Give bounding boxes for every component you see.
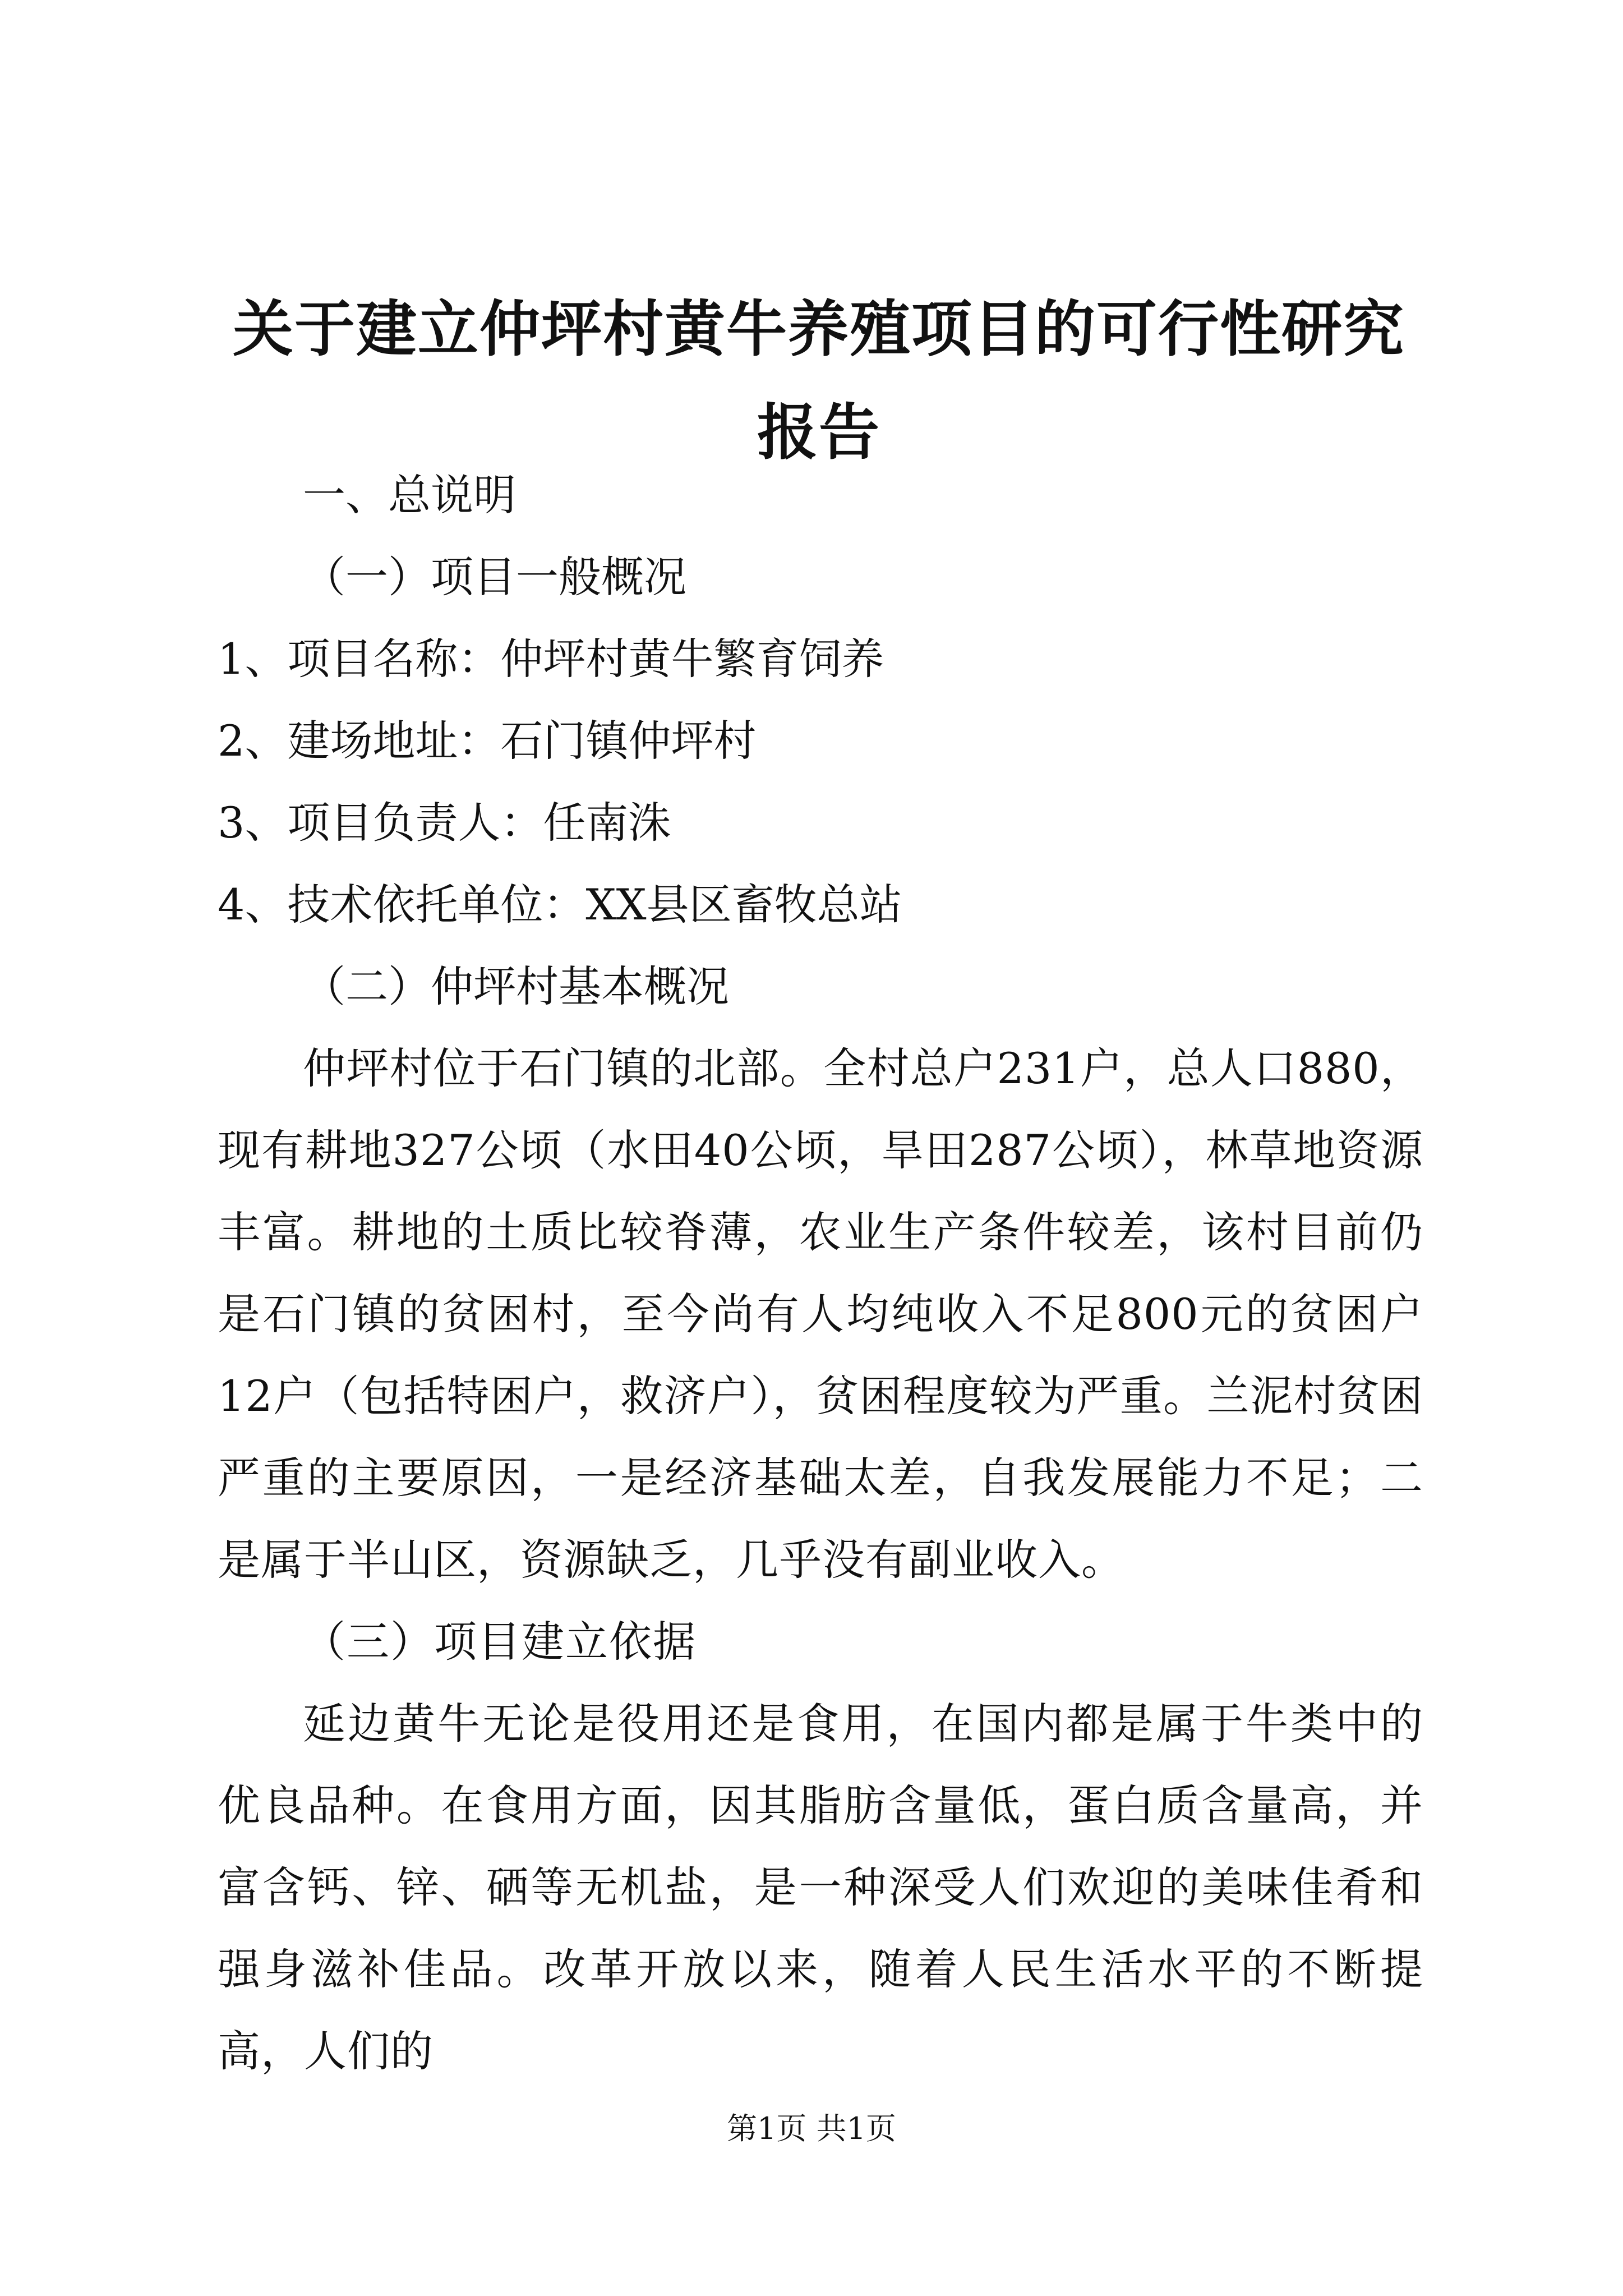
item-project-leader: 3、项目负责人：任南洙	[218, 798, 671, 848]
paragraph-project-basis: 延边黄牛无论是役用还是食用，在国内都是属于牛类中的优良品种。在食用方面，因其脂肪含量低，蛋白质含量高，并富含钙、锌、硒等无机盐，是一种深受人们欢迎的美味佳肴和强身滋补佳品。改革开放以来，随着人民生活水平的不断提高，人们的	[218, 1699, 1423, 2076]
document-body	[218, 454, 1423, 2092]
item-site-address: 2、建场地址：石门镇仲坪村	[218, 716, 757, 766]
item-project-name: 1、项目名称：仲坪村黄牛繁育饲养	[218, 634, 884, 684]
subsection-heading-basis: （三）项目建立依据	[303, 1617, 697, 1667]
paragraph-village-overview: 仲坪村位于石门镇的北部。全村总户231户，总人口880，现有耕地327公顷（水田40公顷，旱田287公顷），林草地资源丰富。耕地的土质比较脊薄，农业生产条件较差，该村目前仍是石门镇的贫困村，至今尚有人均纯收入不足800元的贫困户12户（包括特困户，救济户），贫困程度较为严重。兰泥村贫困严重的主要原因，一是经济基础太差，自我发展能力不足；二是属于半山区，资源缺乏，几乎没有副业收入。	[218, 1043, 1423, 1585]
section-heading-general: 一、总说明	[303, 470, 516, 520]
subsection-heading-village: （二）仲坪村基本概况	[303, 961, 729, 1011]
page-footer: 第1页 共1页	[727, 2111, 896, 2146]
item-tech-support-unit: 4、技术依托单位：XX县区畜牧总站	[218, 880, 902, 930]
subsection-heading-overview: （一）项目一般概况	[303, 552, 686, 602]
document-title: 关于建立仲坪村黄牛养殖项目的可行性研究报告	[232, 294, 1405, 468]
